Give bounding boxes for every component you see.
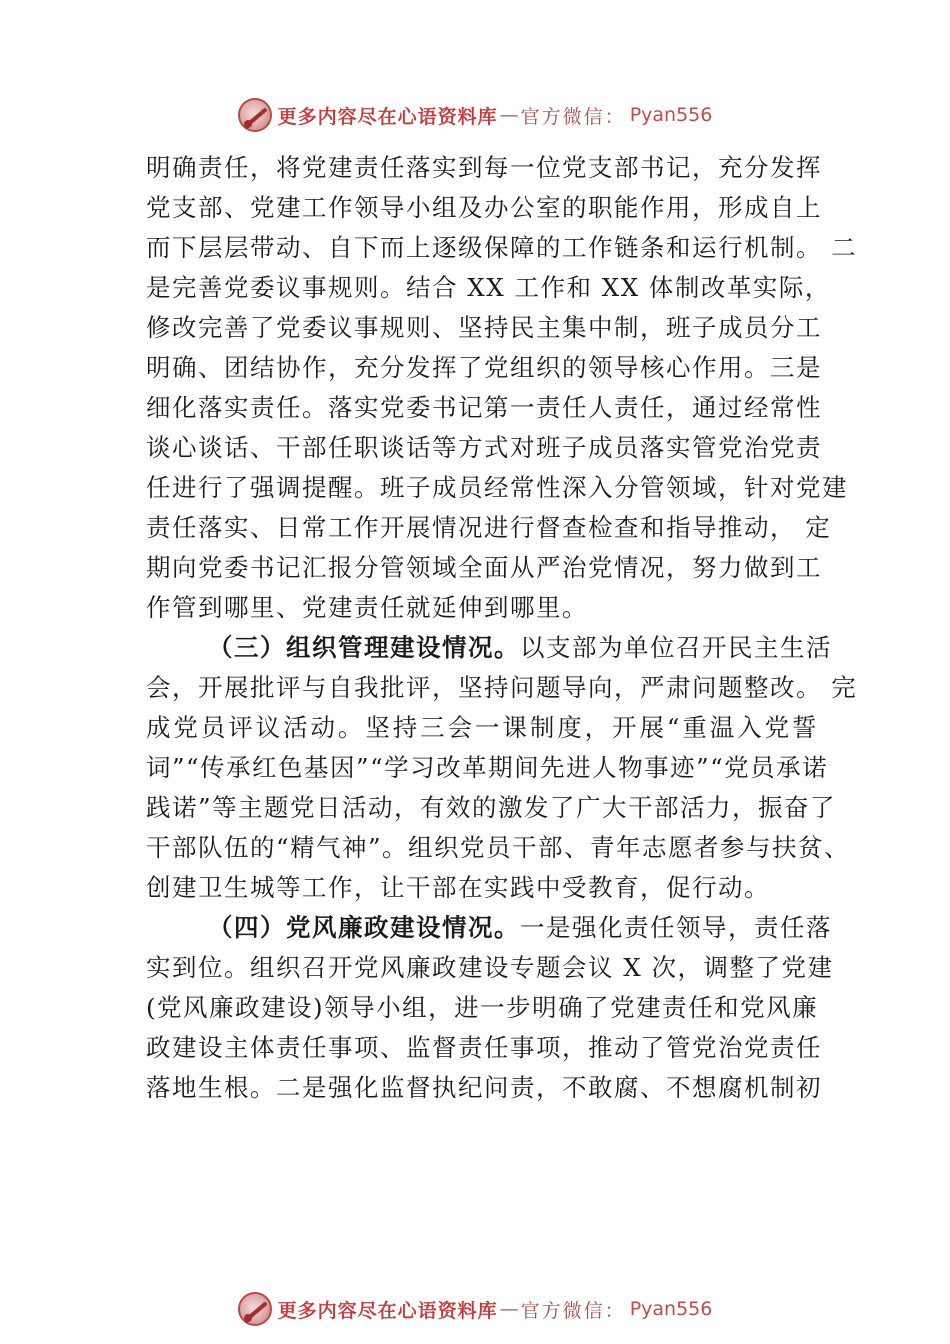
- paragraph-organization-management: [146, 628, 858, 908]
- text-line: 践诺”等主题党日活动，有效的激发了广大干部活力，振奋了: [146, 793, 837, 822]
- quill-logo-icon: [238, 1292, 272, 1326]
- text-line: 创建卫生城等工作，让干部在实践中受教育，促行动。: [146, 873, 770, 902]
- watermark-separator: —: [499, 1298, 519, 1320]
- text-line: 干部队伍的“精气神”。组织党员干部、青年志愿者参与扶贫、: [146, 833, 851, 862]
- paragraph-integrity-building: [146, 908, 834, 1108]
- text-line: 是完善党委议事规则。结合 XX 工作和 XX 体制改革实际，: [146, 273, 831, 302]
- heading-rest: 以支部为单位召开民主生活: [520, 633, 832, 662]
- text-line: 明确责任，将党建责任落实到每一位党支部书记，充分发挥: [146, 153, 822, 182]
- watermark-separator: —: [499, 104, 519, 126]
- text-line: 成党员评议活动。坚持三会一课制度，开展“重温入党誓: [146, 713, 818, 742]
- text-line: [146, 908, 832, 948]
- text-line: 细化落实责任。落实党委书记第一责任人责任，通过经常性: [146, 393, 822, 422]
- watermark-brand: 更多内容尽在心语资料库: [277, 105, 498, 128]
- paragraph-responsibility: [146, 148, 858, 628]
- watermark-brand: 更多内容尽在心语资料库: [277, 1299, 498, 1322]
- text-line: 政建设主体责任事项、监督责任事项，推动了管党治党责任: [146, 1033, 822, 1062]
- text-line: 作管到哪里、党建责任就延伸到哪里。: [146, 593, 588, 622]
- text-line: [146, 628, 832, 668]
- watermark-wechat-id: Pyan556: [629, 104, 713, 126]
- section-heading: （三）组织管理建设情况。: [208, 633, 520, 662]
- text-line: 明确、团结协作，充分发挥了党组织的领导核心作用。三是: [146, 353, 822, 382]
- text-line: 任进行了强调提醒。班子成员经常性深入分管领域，针对党建: [146, 473, 848, 502]
- text-line: 实到位。组织召开党风廉政建设专题会议 X 次，调整了党建: [146, 953, 834, 982]
- text-line: 词”“传承红色基因”“学习改革期间先进人物事迹”“党员承诺: [146, 753, 829, 782]
- footer-watermark: [0, 1287, 950, 1331]
- text-line: 修改完善了党委议事规则、坚持民主集中制，班子成员分工: [146, 313, 822, 342]
- quill-logo-icon: [238, 98, 272, 132]
- document-body: [146, 148, 858, 1108]
- text-line: 会，开展批评与自我批评，坚持问题导向，严肃问题整改。 完: [146, 673, 858, 702]
- text-line: 落地生根。二是强化监督执纪问责，不敢腐、不想腐机制初: [146, 1073, 822, 1102]
- watermark-wechat-label: 官方微信：: [520, 1299, 626, 1322]
- heading-rest: 一是强化责任领导，责任落: [520, 913, 832, 942]
- text-line: 谈心谈话、干部任职谈话等方式对班子成员落实管党治党责: [146, 433, 822, 462]
- text-line: 而下层层带动、自下而上逐级保障的工作链条和运行机制。 二: [146, 233, 858, 262]
- header-watermark: [0, 93, 950, 137]
- text-line: 党支部、党建工作领导小组及办公室的职能作用，形成自上: [146, 193, 822, 222]
- watermark-wechat-id: Pyan556: [629, 1298, 713, 1320]
- watermark-wechat-label: 官方微信：: [520, 105, 626, 128]
- text-line: (党风廉政建设)领导小组，进一步明确了党建责任和党风廉: [146, 993, 819, 1022]
- text-line: 期向党委书记汇报分管领域全面从严治党情况，努力做到工: [146, 553, 822, 582]
- text-line: 责任落实、日常工作开展情况进行督查检查和指导推动， 定: [146, 513, 832, 542]
- section-heading: （四）党风廉政建设情况。: [208, 913, 520, 942]
